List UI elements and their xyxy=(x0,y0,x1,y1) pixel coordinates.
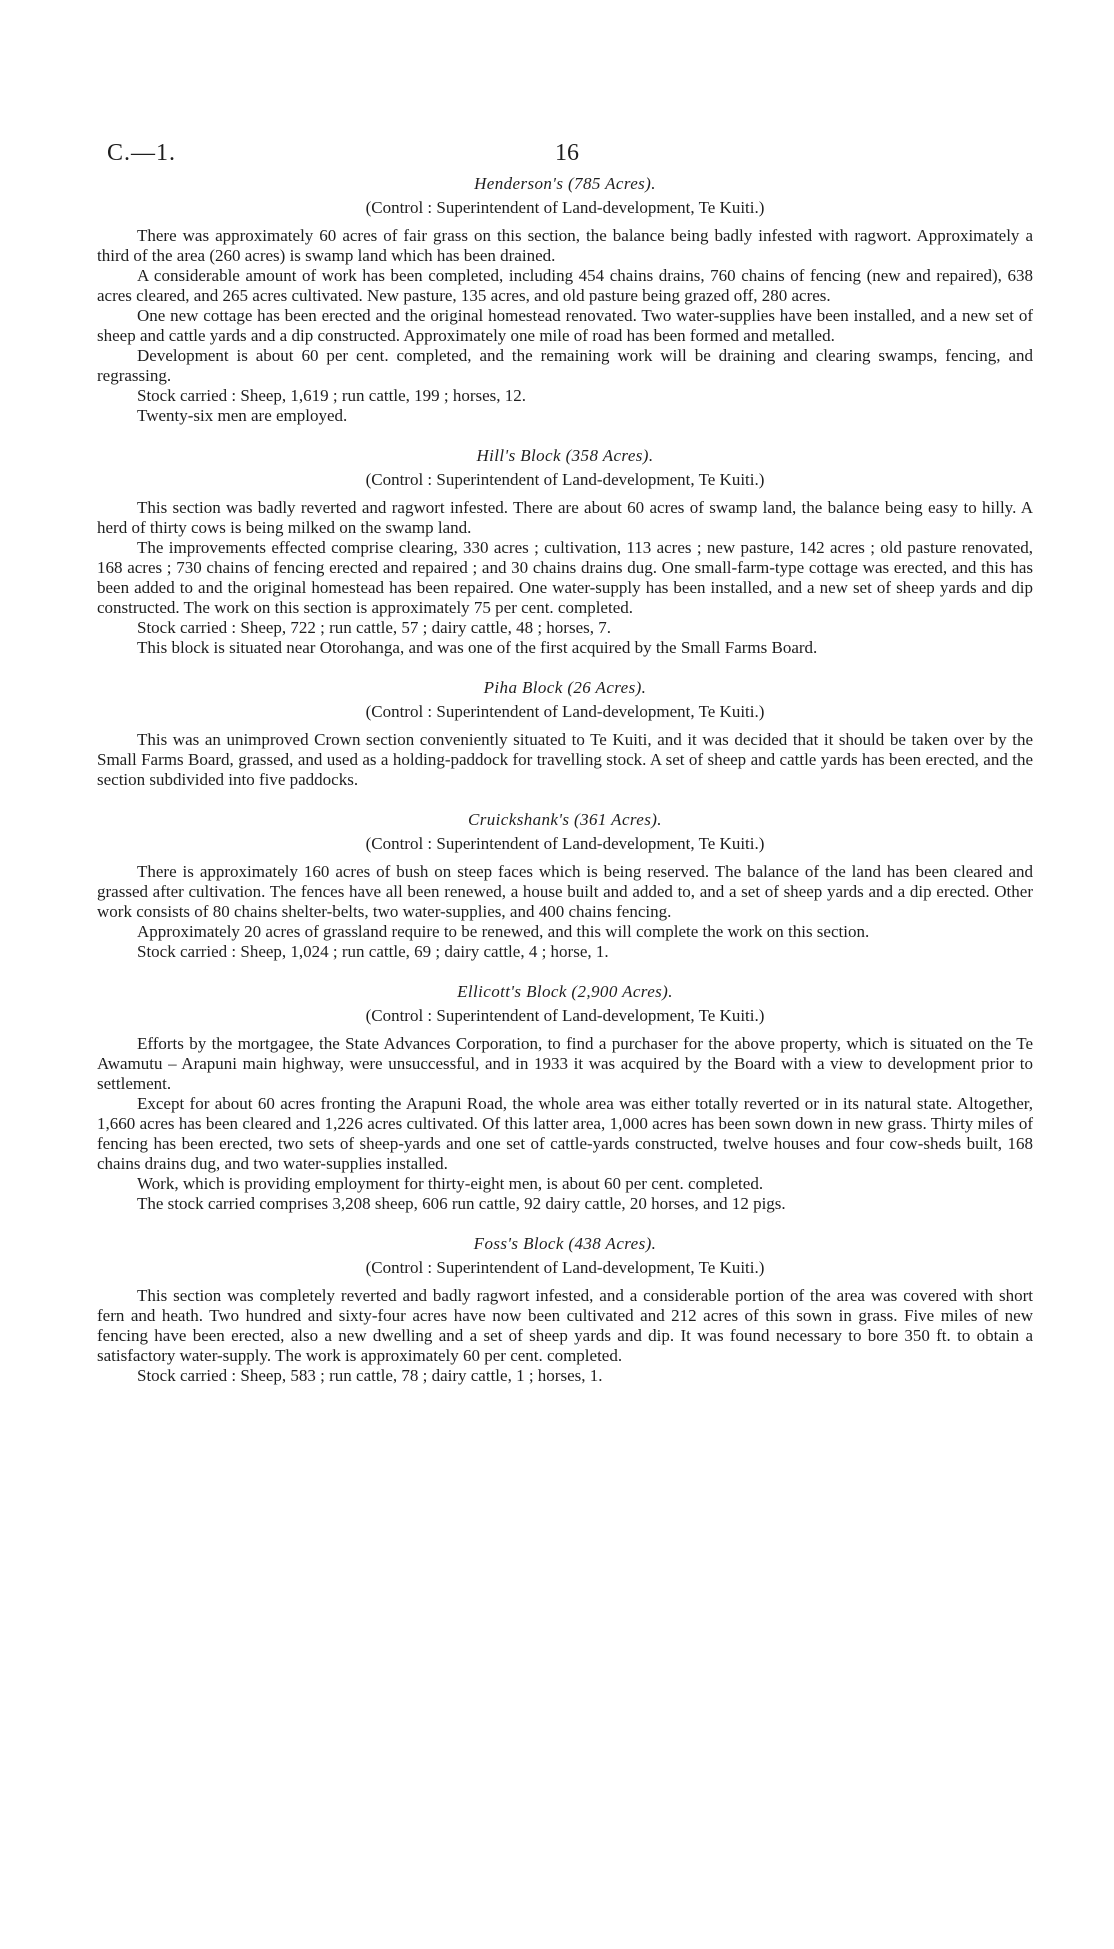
section-paragraph: This section was badly reverted and ragwort infested. There are about 60 acres of swamp land, the balance being easy to hilly. A herd of thirty cows is being milked on the swamp land. xyxy=(97,498,1033,537)
section-control-note: (Control : Superintendent of Land-development, Te Kuiti.) xyxy=(365,834,765,853)
section-control-note: (Control : Superintendent of Land-development, Te Kuiti.) xyxy=(365,702,765,721)
section-title: Piha Block (26 Acres). xyxy=(483,678,647,697)
section-title: Henderson's (785 Acres). xyxy=(474,174,656,193)
block-section xyxy=(97,810,1033,962)
section-title: Hill's Block (358 Acres). xyxy=(476,446,654,465)
section-paragraph: This block is situated near Otorohanga, and was one of the first acquired by the Small Farms Board. xyxy=(137,638,818,657)
page-header xyxy=(97,134,1033,174)
document-reference: C.—1. xyxy=(107,140,177,166)
section-title: Foss's Block (438 Acres). xyxy=(473,1234,657,1253)
section-paragraph: There is approximately 160 acres of bush on steep faces which is being reserved. The balance of the land has been cleared and grassed after cultivation. The fences have all been renewed, a house built and added to, and a set of sheep yards and a dip erected. Other work consists of 80 chains shelter-belts, two water-supplies, and 400 chains fencing. xyxy=(97,862,1033,921)
section-paragraph: Stock carried : Sheep, 722 ; run cattle, 57 ; dairy cattle, 48 ; horses, 7. xyxy=(137,618,611,637)
document-body xyxy=(97,174,1033,1386)
section-paragraph: Stock carried : Sheep, 1,619 ; run cattle, 199 ; horses, 12. xyxy=(137,386,527,405)
document-page xyxy=(97,134,1033,1386)
section-control-note: (Control : Superintendent of Land-development, Te Kuiti.) xyxy=(365,470,765,489)
block-section xyxy=(97,1234,1033,1386)
section-control-note: (Control : Superintendent of Land-development, Te Kuiti.) xyxy=(365,1258,765,1277)
section-paragraph: Stock carried : Sheep, 1,024 ; run cattle, 69 ; dairy cattle, 4 ; horse, 1. xyxy=(137,942,609,961)
section-paragraph: The improvements effected comprise clearing, 330 acres ; cultivation, 113 acres ; new pasture, 142 acres ; old pasture renovated, 168 acres ; 730 chains of fencing erected and repaired ; and 30 chains drains dug. One small-farm-type cottage was erected, and this has been added to and the original homestead has been repaired. One water-supply has been installed, and a new set of sheep yards and dip constructed. The work on this section is approximately 75 per cent. completed. xyxy=(97,538,1033,617)
block-section xyxy=(97,446,1033,658)
section-title: Ellicott's Block (2,900 Acres). xyxy=(457,982,673,1001)
block-section xyxy=(97,174,1033,426)
section-paragraph: Approximately 20 acres of grassland require to be renewed, and this will complete the work on this section. xyxy=(137,922,870,941)
page-number: 16 xyxy=(555,140,579,166)
section-paragraph: A considerable amount of work has been completed, including 454 chains drains, 760 chains of fencing (new and repaired), 638 acres cleared, and 265 acres cultivated. New pasture, 135 acres, and old pasture being grazed off, 280 acres. xyxy=(97,266,1033,305)
section-control-note: (Control : Superintendent of Land-development, Te Kuiti.) xyxy=(365,198,765,217)
block-section xyxy=(97,678,1033,790)
section-title: Cruickshank's (361 Acres). xyxy=(468,810,662,829)
section-paragraph: Efforts by the mortgagee, the State Advances Corporation, to find a purchaser for the above property, which is situated on the Te Awamutu – Arapuni main highway, were unsuccessful, and in 1933 it was acquired by the Board with a view to development prior to settlement. xyxy=(97,1034,1033,1093)
section-paragraph: Twenty-six men are employed. xyxy=(137,406,348,425)
section-paragraph: Work, which is providing employment for thirty-eight men, is about 60 per cent. completed. xyxy=(137,1174,764,1193)
block-section xyxy=(97,982,1033,1214)
section-paragraph: The stock carried comprises 3,208 sheep, 606 run cattle, 92 dairy cattle, 20 horses, and 12 pigs. xyxy=(137,1194,786,1213)
section-paragraph: This section was completely reverted and badly ragwort infested, and a considerable portion of the area was covered with short fern and heath. Two hundred and sixty-four acres have now been cultivated and 212 acres of this sown in grass. Five miles of new fencing have been erected, also a new dwelling and a set of sheep yards and dip. It was found necessary to bore 350 ft. to obtain a satisfactory water-supply. The work is approximately 60 per cent. completed. xyxy=(97,1286,1033,1365)
section-control-note: (Control : Superintendent of Land-development, Te Kuiti.) xyxy=(365,1006,765,1025)
section-paragraph: Except for about 60 acres fronting the Arapuni Road, the whole area was either totally reverted or in its natural state. Altogether, 1,660 acres has been cleared and 1,226 acres cultivated. Of this latter area, 1,000 acres has been sown down in new grass. Thirty miles of fencing has been erected, two sets of sheep-yards and one set of cattle-yards constructed, twelve houses and four cow-sheds built, 168 chains drains dug, and two water-supplies installed. xyxy=(97,1094,1033,1173)
section-paragraph: Stock carried : Sheep, 583 ; run cattle, 78 ; dairy cattle, 1 ; horses, 1. xyxy=(137,1366,603,1385)
section-paragraph: Development is about 60 per cent. completed, and the remaining work will be draining and clearing swamps, fencing, and regrassing. xyxy=(97,346,1033,385)
section-paragraph: This was an unimproved Crown section conveniently situated to Te Kuiti, and it was decided that it should be taken over by the Small Farms Board, grassed, and used as a holding-paddock for travelling stock. A set of sheep and cattle yards has been erected, and the section subdivided into five paddocks. xyxy=(97,730,1033,789)
section-paragraph: One new cottage has been erected and the original homestead renovated. Two water-supplies have been installed, and a new set of sheep and cattle yards and a dip constructed. Approximately one mile of road has been formed and metalled. xyxy=(97,306,1033,345)
section-paragraph: There was approximately 60 acres of fair grass on this section, the balance being badly infested with ragwort. Approximately a third of the area (260 acres) is swamp land which has been drained. xyxy=(97,226,1033,265)
